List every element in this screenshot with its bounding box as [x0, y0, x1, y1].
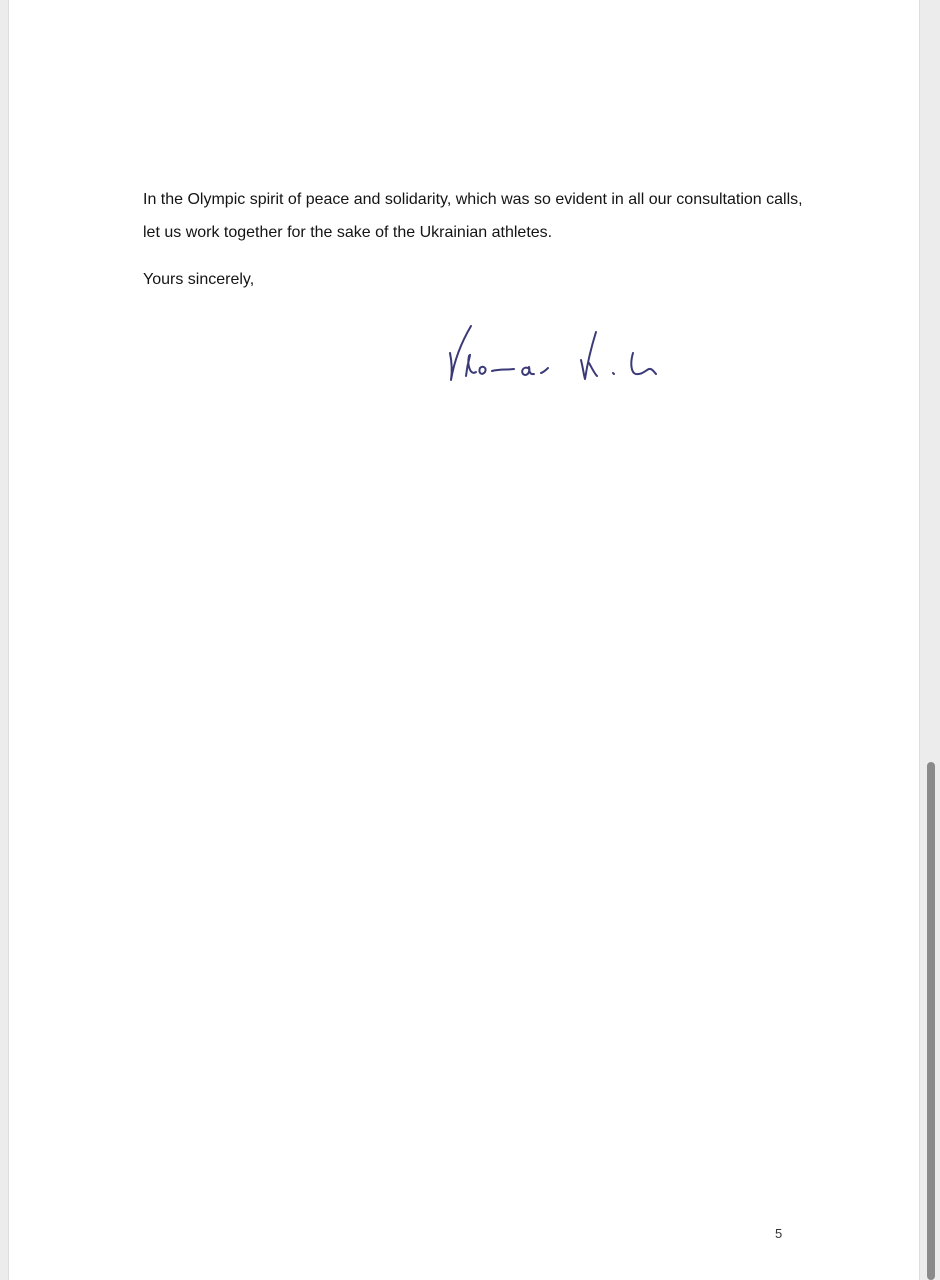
document-page: [8, 0, 920, 1280]
body-paragraph: In the Olympic spirit of peace and solidarity, which was so evident in all our consultation calls, let us work together for the sake of the Ukrainian athletes.: [143, 191, 803, 241]
handwritten-signature: [434, 318, 674, 393]
page-number: 5: [775, 1226, 783, 1241]
scrollbar-thumb[interactable]: [927, 762, 935, 1280]
vertical-scrollbar[interactable]: [923, 0, 940, 1280]
closing-salutation: Yours sincerely,: [143, 271, 255, 288]
